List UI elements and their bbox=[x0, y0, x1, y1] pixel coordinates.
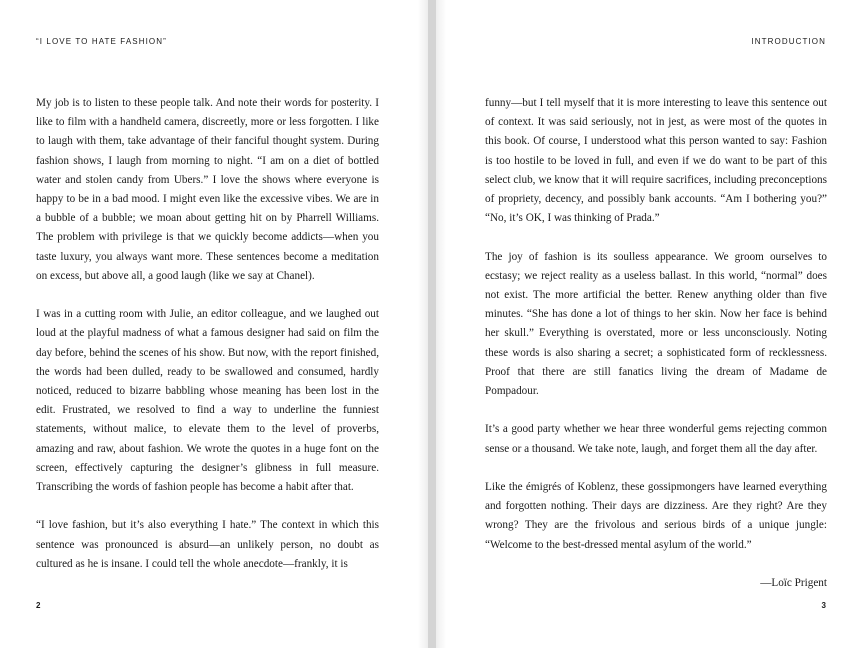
page-number-left: 2 bbox=[36, 601, 41, 610]
left-page bbox=[0, 0, 428, 648]
author-signature: —Loïc Prigent bbox=[760, 577, 827, 590]
right-page-body bbox=[485, 94, 827, 612]
running-head-chapter-title: INTRODUCTION bbox=[751, 37, 826, 46]
right-page bbox=[436, 0, 864, 648]
running-head-book-title: “I LOVE TO HATE FASHION” bbox=[36, 37, 167, 46]
paragraph-good-party: It’s a good party whether we hear three wonderful gems rejecting common sense or a thousand. We take note, laugh, and forget them all the day after. bbox=[485, 423, 827, 455]
paragraph-joy-of-fashion: The joy of fashion is its soulless appearance. We groom ourselves to ecstasy; we reject reality as a useless ballast. In this world, “normal” does not exist. The more artificial the better. Renew anything older than five minutes. “She has done a lot of things to her skin. Now her face is behind her skull.” Everything is overstated, more or less unconsciously. Noting these words is also sharing a secret; a sophisticated form of recklessness. Proof that there are still fanatics living the dream of Madame de Pompadour. bbox=[485, 250, 827, 398]
paragraph-love-fashion: “I love fashion, but it’s also everything I hate.” The context in which this sentence was pronounced is absurd—an unlikely person, no doubt as cultured as he is insane. I could tell the whole anecdote—frankly, it is bbox=[36, 519, 379, 570]
paragraph-koblenz: Like the émigrés of Koblenz, these gossipmongers have learned everything and forgotten nothing. Their days are dizziness. Are they right? Are they wrong? They are the frivolous and serious birds of a unique jungle: “Welcome to the best-dressed mental asylum of the world.” bbox=[485, 481, 827, 551]
paragraph-cutting-room: I was in a cutting room with Julie, an editor colleague, and we laughed out loud at the playful madness of what a famous designer had said on film the day before, behind the scenes of his show. But now, with the report finished, the words had been dulled, ready to be swallowed and consumed, hardly noticed, reduced to bizarre babbling whose meaning has been lost in the edit. Frustrated, we resolved to find a way to underline the funniest statements, without malice, to elevate them to the level of proverbs, amazing and raw, about fashion. We wrote the quotes in a huge font on the screen, effectively capturing the designer’s glibness in full measure. Transcribing the words of fashion people has become a habit after that. bbox=[36, 308, 379, 494]
paragraph-funny: funny—but I tell myself that it is more interesting to leave this sentence out of context. It was said seriously, not in jest, as were most of the quotes in this book. Of course, I understood what this person wanted to say: Fashion is too hostile to be loved in full, and even if we do want to be part of this select club, we know that it will require sacrifices, including preconceptions of propriety, decency, and possibly bank accounts. “Am I bothering you?” “No, it’s OK, I was thinking of Prada.” bbox=[485, 97, 827, 225]
page-number-right: 3 bbox=[821, 601, 826, 610]
left-page-body bbox=[36, 94, 379, 574]
paragraph-job: My job is to listen to these people talk. And note their words for posterity. I like to film with a handheld camera, discreetly, more or less forgotten. I like to laugh with them, take advantage of their fanciful thought system. During fashion shows, I laugh from morning to night. “I am on a diet of bottled water and stolen candy from Ubers.” I love the shows where everyone is happy to be in a bad mood. I might even like the excessive vibes. We are in a bubble of a bubble; we moan about getting hit on by Pharrell Williams. The problem with privilege is that we quickly become addicts—when you taste luxury, you always want more. These sentences become a meditation on excess, but above all, a good laugh (like we say at Chanel). bbox=[36, 97, 379, 282]
